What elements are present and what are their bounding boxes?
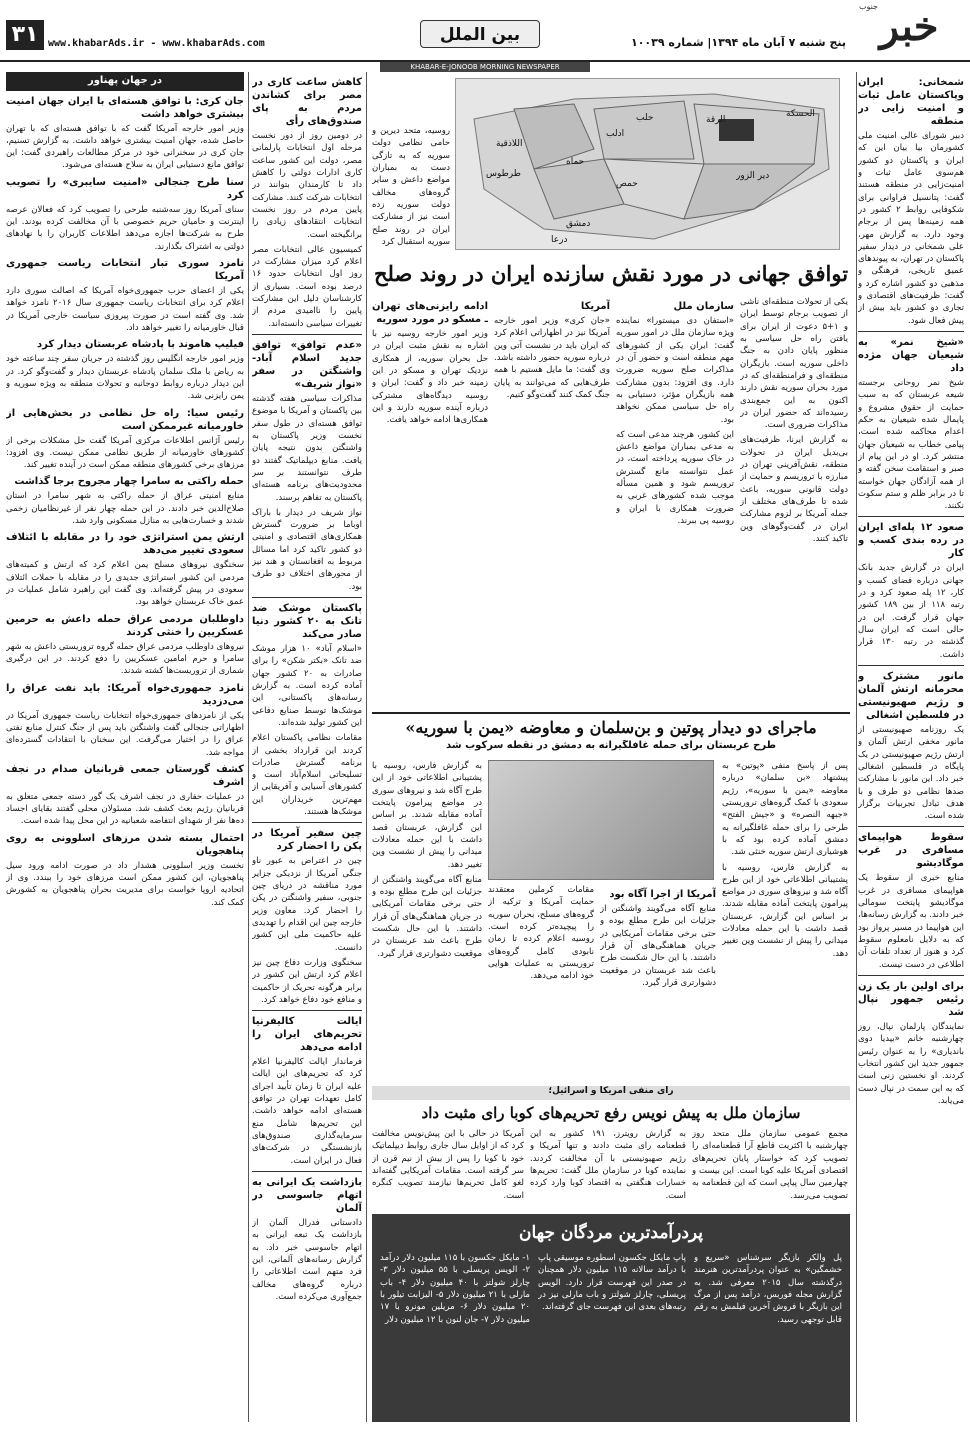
lead-headline: توافق جهانی در مورد نقش سازنده ایران در روند صلح [373, 261, 849, 286]
article-body: یک روزنامه صهیونیستی از مانور مخفی ارتش آلمان و ارتش رژیم صهیونیستی در یک پایگاه در فلسطین اشغالی خبر داد. این مانور با مشارکت صدها نظامی دو طرف و با هدف تبادل تجربیات برگزار شده است. [858, 724, 964, 822]
article-body: یکی از اعضای حزب جمهوری‌خواه آمریکا که اصالت سوری دارد اعلام کرد برای انتخابات ریاست جمهوری سال ۲۰۱۶ نامزد خواهد شد. وی گفته است در صورت پیروزی سیاست خارجی آمریکا در قبال خاورمیانه را تغییر خواهد داد. [6, 286, 244, 333]
map-label: دمشق [566, 219, 591, 229]
un-headline: سازمان ملل به پیش نویس رفع تحریم‌های کوبا رای مثبت داد [421, 1104, 801, 1122]
headline: کاهش ساعت کاری در مصر برای کشاندن مردم به پای صندوق‌های رأی [252, 77, 362, 127]
article-body: ایران در گزارش جدید بانک جهانی درباره فضای کسب و کار، ۱۲ پله صعود کرد و در رتبه ۱۱۸ از بین ۱۸۹ کشور جهان قرار گرفت. این در حالی است که ایران سال گذشته در رتبه ۱۳۰ قرار داشت. [858, 563, 964, 660]
lead-col-2 [616, 296, 734, 710]
divider [252, 1171, 362, 1172]
un-col-1: مجمع عمومی سازمان ملل متحد روز چهارشنبه با اکثریت قاطع آرا قطعنامه‌ای را تصویب کرد که خواستار پایان تحریم‌های اقتصادی آمریکا علیه کوبا است. این بیست و چهارمین سال پیاپی است که این قطعنامه به تصویب می‌رسد. [692, 1129, 848, 1201]
lead-col-3 [494, 296, 610, 710]
headline: شمخانی: ایران وپاکستان عامل ثبات و امنیت زایی در منطقه [858, 77, 964, 127]
right-column [858, 72, 964, 1422]
putin-col-4 [372, 760, 482, 1082]
article-body: دبیر شورای عالی امنیت ملی کشورمان بیا بیان این که ایران و پاکستان دو کشور هم‌سوی عامل ثبات و امنیت‌زایی در منطقه هستند گفت: پتانسیل فراوانی برای شکوفایی روابط ۲ کشور در همه زمینه‌ها پس از برجام وجود دارد. به گزارش مهر، علی شمخانی در دیدار سفیر پاکستان در تهران، به پیوندهای عمیق تاریخی، فرهنگی و مذهبی دو کشور اشاره کرد و گفت: ظرفیت‌های اقتصادی و تجاری دو کشور باید بیش از پیش فعال شود. [858, 131, 964, 326]
article-body: یکی از نامزدهای جمهوری‌خواه انتخابات ریاست جمهوری آمریکا در اظهاراتی جنجالی گفت واشنگتن باید پس از جنگ کنترل منابع نفتی عراق را در اختیار می‌گرفت. این سخنان با انتقادات گسترده‌ای مواجه شد. [6, 710, 244, 758]
article-body: وزیر امور خارجه انگلیس روز گذشته در جریان سفر چند ساعته خود به ریاض با ملک سلمان پادشاه عربستان دیدار و گفت‌وگو کرد. در این دیدار درباره روابط دوجانبه و تحولات منطقه به ویژه سوریه و یمن رایزنی شد. [6, 354, 244, 402]
divider [858, 975, 964, 976]
article-body: به گزارش فارس، روسیه با پشتیبانی اطلاعاتی خود از این طرح آگاه شد و نیروهای سوری در مواضع پیرامون پایتخت آماده مقابله شدند. بر اساس این گزارش، عربستان قصد داشت با این حمله معادلات میدانی را پیش از نشست وین تغییر دهد. [372, 761, 482, 870]
earners-col-1: پل والکر بازیگر سرشناس «سریع و خشمگین» به عنوان پردرآمدترین هنرمند درگذشته سال ۲۰۱۵ معرفی شد. به گزارش مجله فوربس، درآمد پس از مرگ این بازیگر با فروش آخرین فیلمش به رقم قابل توجهی رسید. [694, 1253, 842, 1325]
headline: فیلیپ هاموند با پادشاه عربستان دیدار کرد [37, 339, 244, 351]
section-title: بین الملل [420, 20, 540, 48]
divider [252, 334, 362, 335]
map-label: درعا [551, 235, 568, 245]
putin-col-2 [600, 884, 716, 1082]
column-divider [366, 72, 367, 1422]
putin-col-1 [722, 760, 848, 1082]
un-kicker: رأی منفی آمریکا و اسرائیل؛ [372, 1086, 850, 1100]
headline: ارتش یمن استراتژی خود را در مقابله با ائتلاف سعودی تغییر می‌دهد [6, 532, 244, 557]
map-label: اللاذقية [496, 139, 523, 149]
article-body: منابع آگاه می‌گویند واشنگتن از جزئیات این طرح مطلع بوده و حتی برخی مقامات آمریکایی در جریان هماهنگی‌های آن قرار داشتند. با این حال شکست طرح باعث شد عربستان در موقعیت دشوارتری قرار گیرد. [372, 874, 482, 959]
article-body: به گزارش فارس، روسیه با پشتیبانی اطلاعاتی خود از این طرح آگاه شد و نیروهای سوری در مواضع پیرامون پایتخت آماده مقابله شدند. بر اساس این گزارش، عربستان قصد داشت با این حمله معادلات میدانی را پیش از نشست وین تغییر دهد. [722, 862, 848, 959]
article-body: مقامات کرملین معتقدند حمایت آمریکا و ترکیه از گروه‌های مسلح، بحران سوریه را پیچیده‌تر کرده است. روسیه اعلام کرده تا زمان نابودی کامل گروه‌های تروریستی به عملیات هوایی خود ادامه می‌دهد. [488, 885, 594, 982]
syria-map [455, 78, 840, 250]
headline: جان کری: با توافق هسته‌ای با ایران جهان امنیت بیشتری خواهد داشت [6, 95, 244, 120]
article-body: پس از پاسخ منفی «پوتین» به پیشنهاد «بن سلمان» درباره معاوضه «یمن با سوریه»، رژیم سعودی با کمک گروه‌های تروریستی «جبهه النصره» و «جیش الفتح» طرحی را برای حمله غافلگیرانه به دمشق آماده کرده بود که با هوشیاری ارتش سوریه خنثی شد. [722, 761, 848, 858]
un-col-2: به گزارش رویترز، ۱۹۱ کشور به این قطعنامه رای مثبت دادند و تنها آمریکا و رژیم صهیونیستی با آن مخالفت کردند. نماینده کوبا در سازمان ملل گفت: تحریم‌ها خسارات هنگفتی به اقتصاد کوبا وارد کرده است. [530, 1129, 686, 1201]
column-divider [248, 72, 249, 1422]
article-body: سخنگوی وزارت دفاع چین نیز اعلام کرد ارتش این کشور در برابر هرگونه تحریک از حاکمیت و منافع خود دفاع خواهد کرد. [252, 957, 362, 1005]
article-body: نواز شریف در دیدار با باراک اوباما بر ضرورت گسترش همکاری‌های اقتصادی و امنیتی دو کشور تاکید کرد اما مسائل مربوط به افغانستان و هند نیز از محورهای اختلاف دو طرف بود. [252, 507, 362, 592]
map-graphic [455, 79, 839, 250]
map-label: ادلب [606, 129, 625, 139]
headline: نامزد جمهوری‌خواه آمریکا: باید نفت عراق را می‌دزدید [6, 682, 244, 707]
divider [858, 331, 964, 332]
divider [858, 665, 964, 666]
headline: نامزد سوری تبار انتخابات ریاست جمهوری آمریکا [6, 258, 244, 282]
map-label: طرطوس [486, 169, 521, 179]
earners-headline: پردرآمدترین مردگان جهان [518, 1223, 704, 1243]
headline: «شیخ نمر» به شیعیان جهان مژده داد [858, 337, 964, 374]
article-body: منابع امنیتی عراق از حمله راکتی به شهر سامرا در استان صلاح‌الدین خبر دادند. در این حمله چهار نفر از غیرنظامیان زخمی شدند و خسارت‌هایی به منازل مسکونی وارد شد. [6, 491, 244, 527]
headline: بازداشت یک ایرانی به اتهام جاسوسی در آلمان [252, 1176, 362, 1214]
article-body: نمایندگان پارلمان نپال، روز چهارشنبه خانم «بیدیا دوی باندیاری» را به عنوان رئیس جمهور جدید این کشور انتخاب کردند. او نخستین زنی است که به این سمت در نپال دست می‌یابد. [858, 1021, 964, 1106]
article-body: به گزارش ایرنا، ظرفیت‌های بی‌بدیل ایران در تحولات منطقه، نقش‌آفرینی تهران در مبارزه با تروریسم و حمایت از دولت قانونی سوریه، باعث شده تا طرف‌های مختلف از جمله آمریکا بر لزوم مشارکت ایران در گفت‌وگوهای وین تاکید کنند. [740, 435, 848, 544]
article-body: منابع آگاه می‌گویند واشنگتن از جزئیات این طرح مطلع بوده و حتی برخی مقامات آمریکایی در جریان هماهنگی‌های آن قرار داشتند. با این حال شکست طرح باعث شد عربستان در موقعیت دشوارتری قرار گیرد. [600, 904, 716, 988]
article-body: منابع خبری از سقوط یک هواپیمای مسافری در غرب موگادیشو پایتخت سومالی خبر دادند. به گزارش رسانه‌ها، این هواپیما در مسیر پرواز بود که به دلایل نامعلوم سقوط کرد و هنوز از تعداد تلفات آن اطلاعی در دست نیست. [858, 873, 964, 970]
newspaper-logo: خبر [879, 3, 939, 50]
article-body: در عملیات حفاری در نجف اشرف یک گور دسته جمعی متعلق به قربانیان رژیم بعث کشف شد. مسئولان محلی گفتند بقایای اجساد ده‌ها نفر از شهدای انتفاضه شعبانیه در این محل پیدا شده است. [6, 791, 244, 827]
article-body: رئیس آژانس اطلاعات مرکزی آمریکا گفت حل مشکلات برخی از کشورهای خاورمیانه از طریق نظامی ممکن نیست. وی افزود: مرزهای برخی کشورهای منطقه ممکن است در آینده تغییر کند. [6, 435, 244, 471]
map-caption: روسیه، متحد دیرین و حامی نظامی دولت سوریه که به تازگی دست به بمباران مواضع داعش و سایر گروه‌های مخالف دولت سوریه زده است نیز از مشارکت ایران در روند صلح سوریه استقبال کرد [372, 126, 450, 247]
putin-subtitle: طرح عربستان برای حمله غافلگیرانه به دمشق در نقطه سرکوب شد [446, 740, 776, 751]
article-body: «اسلام آباد» ۱۰ هزار موشک ضد تانک «بکتر شکن» را برای صادرات به ۲۰ کشور جهان آماده کرده است. به گزارش رسانه‌های پاکستانی، این موشک‌ها توسط صنایع دفاعی این کشور تولید شده‌اند. [252, 644, 362, 728]
lead-col-1 [740, 296, 848, 710]
map-label: الحسكة [786, 109, 815, 119]
headline: رئیس سیا: راه حل نظامی در بخش‌هایی از خاورمیانه غیرممکن است [6, 407, 244, 432]
date-line: پنج شنبه ۷ آبان ماه ۱۳۹۴| شماره ۱۰۰۳۹ [630, 36, 846, 49]
article-body: یکی از تحولات منطقه‌ای ناشی از تصویب برجام توسط ایران و ۱+۵ دعوت از ایران برای یافتن راه حل سیاسی به منظور پایان دادن به جنگ داخلی سوریه است. بازیگران منطقه‌ای و فرامنطقه‌ای که در مورد بحران سوریه نقش دارند اکنون به این جمع‌بندی رسیده‌اند که حضور ایران در مذاکرات ضروری است. [740, 297, 848, 431]
website-url: www.khabarAds.ir - www.khabarAds.com [48, 38, 265, 49]
earners-col-3: ۱- مایکل جکسون با ۱۱۵ میلیون دلار درآمد ۲- الویس پریسلی با ۵۵ میلیون دلار ۳- چارلز شولتز با ۴۰ میلیون دلار ۴- باب مارلی با ۲۱ میلیون دلار ۵- الیزابت تیلور با ۲۰ میلیون دلار ۶- مریلین مونرو با ۱۷ میلیون دلار ۷- جان لنون با ۱۲ میلیون دلار [380, 1253, 530, 1325]
divider [858, 826, 964, 827]
earners-box [372, 1214, 850, 1422]
article-body: دادستانی فدرال آلمان از بازداشت یک تبعه ایرانی به اتهام جاسوسی خبر داد. به گزارش رسانه‌های آلمانی، این فرد متهم است اطلاعاتی را درباره گروه‌های مخالف جمع‌آوری می‌کرده است. [252, 1217, 362, 1302]
divider [252, 597, 362, 598]
article-body: نیروهای داوطلب مردمی عراق حمله گروه تروریستی داعش به شهر سامرا و حرم امامین عسکریین را دفع کردند. در این درگیری شماری از تروریست‌ها کشته شدند. [6, 641, 244, 677]
article-body: چین در اعتراض به عبور ناو جنگی آمریکا از نزدیکی جزایر مورد مناقشه در دریای چین جنوبی، سفیر واشنگتن در پکن را احضار کرد. معاون وزیر خارجه چین این اقدام را تهدیدی علیه حاکمیت ملی این کشور دانست. [252, 856, 362, 953]
logo-subtitle: جنوب [858, 2, 878, 11]
subheading: ادامه رایزنی‌های تهران ـ مسکو در مورد سوریه [372, 301, 488, 325]
earners-col-2: پاپ مایکل جکسون اسطوره موسیقی پاپ با درآمد سالانه ۱۱۵ میلیون دلار همچنان در صدر این فهرست قرار دارد. الویس پریسلی، چارلز شولتز و باب مارلی نیز در رتبه‌های بعدی این فهرست جای گرفته‌اند. [538, 1253, 686, 1313]
map-label: الرقة [706, 115, 726, 125]
article-body: «استفان دی میستورا» نماینده ویژه سازمان ملل در امور سوریه گفت: ایران یکی از کشورهای مهم منطقه است و حضور آن در مذاکرات صلح سوریه ضرورت دارد. وی افزود: بدون مشارکت همه بازیگران مؤثر، دستیابی به راه حل سیاسی ممکن نخواهد بود. [616, 316, 734, 425]
article-body: این کشور، هرچند مدعی است که به مدعی بمباران مواضع داعش در خاک سوریه پرداخته است، در عمل نتوانسته مانع گسترش تروریسم شود و همین مسأله موجب شده کشورهای غربی به ضرورت همکاری با ایران و روسیه پی ببرند. [616, 429, 734, 526]
headline: ایالت کالیفرنیا تحریم‌های ایران را ادامه می‌دهد [252, 1016, 362, 1054]
subheading: آمریکا [580, 301, 610, 312]
page-number: ۳۱ [6, 20, 44, 50]
article-body: مذاکرات سیاسی هفته گذشته بین پاکستان و آمریکا با موضوع توافق هسته‌ای در طول سفر نخست وزیر پاکستان به واشنگتن بدون نتیجه پایان یافت. منابع دیپلماتیک گفتند دو طرف نتوانستند بر سر محدودیت‌های برنامه هسته‌ای پاکستان به تفاهم برسند. [252, 394, 362, 503]
article-body: کمیسیون عالی انتخابات مصر اعلام کرد میزان مشارکت در روز اول انتخابات حدود ۱۶ درصد بوده است. بسیاری از کارشناسان دلیل این مشارکت پایین را ناامیدی مردم از تغییرات سیاسی دانسته‌اند. [252, 244, 362, 329]
english-subtitle-bar: KHABAR-E-JONOOB MORNING NEWSPAPER [380, 62, 590, 72]
headline: احتمال بسته شدن مرزهای اسلوونی به روی پناهجویان [6, 832, 244, 857]
article-body: مقامات نظامی پاکستان اعلام کردند این قرارداد بخشی از برنامه گسترش صادرات تسلیحاتی اسلام‌آباد است و کشورهای آسیایی و آفریقایی از مهم‌ترین خریداران این موشک‌ها هستند. [252, 733, 362, 818]
headline: داوطلبان مردمی عراق حمله داعش به حرمین عسکریین را خنثی کردند [6, 613, 244, 638]
lead-col-4 [372, 296, 488, 710]
divider [858, 516, 964, 517]
headline: پاکستان موشک ضد تانک به ۲۰ کشور دنیا صادر می‌کند [252, 603, 362, 640]
headline: سنا طرح جنجالی «امنیت سایبری» را تصویب کرد [6, 176, 244, 201]
column-divider [856, 72, 857, 1422]
article-body: شیخ نمر روحانی برجسته شیعه عربستان که به سبب حمایت از حقوق مشروع و پایمال شده شیعیان به حکم اعدام محاکمه شده است، پیامی خطاب به شیعیان جهان منتشر کرد. او در این پیام از صبر و استقامت سخن گفته و از همه آزادگان جهان خواسته تا در برابر ظلم و ستم سکوت نکنند. [858, 378, 964, 512]
subheading: سازمان ملل [673, 301, 734, 312]
article-body: وزیر امور خارجه روسیه نیز با اشاره به نقش مثبت ایران در حل بحران سوریه، از همکاری نزدیک تهران و مسکو در این زمینه خبر داد و گفت: ایران و روسیه دیدگاه‌های مشترکی درباره آینده سوریه دارند و این همکاری‌ها ادامه خواهد یافت. [372, 329, 488, 426]
article-body: فرماندار ایالت کالیفرنیا اعلام کرد که تحریم‌های این ایالت علیه ایران تا زمان تأیید اجرای کامل تعهدات تهران در توافق هسته‌ای ادامه خواهد داشت. این تحریم‌ها شامل منع سرمایه‌گذاری صندوق‌های بازنشستگی در شرکت‌های فعال در ایران است. [252, 1057, 362, 1166]
section-banner: در جهان پهناور [6, 72, 244, 91]
subheading: آمریکا از اجرا آگاه بود [609, 889, 716, 900]
map-label: حماه [566, 157, 585, 167]
un-col-3: آمریکا در حالی با این پیش‌نویس مخالفت کرد که از اوایل سال جاری روابط دیپلماتیک خود با کوبا را پس از بیش از نیم قرن از سر گرفته است. مقامات آمریکایی گفته‌اند لغو کامل تحریم‌ها نیازمند تصویب کنگره است. [372, 1129, 524, 1201]
headline: صعود ۱۲ پله‌ای ایران در رده بندی کسب و کار [858, 522, 964, 560]
putin-photo [488, 760, 714, 880]
headline: «عدم توافق» توافق جدید اسلام آباد-واشنگتن در سفر «نواز شریف» [252, 340, 362, 390]
divider [252, 1010, 362, 1011]
map-label: دير الزور [736, 171, 770, 181]
headline: حمله راکتی به سامرا چهار مجروح برجا گذاشت [14, 476, 244, 488]
article-body: سخنگوی نیروهای مسلح یمن اعلام کرد که ارتش و کمیته‌های مردمی این کشور استراتژی جدیدی را در مقابله با حملات ائتلاف سعودی در پیش گرفته‌اند. وی گفت این راهبرد شامل عملیات در عمق خاک عربستان خواهد بود. [6, 560, 244, 608]
article-body: سنای آمریکا روز سه‌شنبه طرحی را تصویب کرد که فعالان عرصه اینترنت و حامیان حریم خصوصی با آن مخالفت کرده بودند. این طرح به شرکت‌ها اجازه می‌دهد اطلاعات کاربران را با نهادهای دولتی به اشتراک بگذارند. [6, 204, 244, 252]
divider [252, 822, 362, 823]
putin-headline: ماجرای دو دیدار پوتین و بن‌سلمان و معاوضه «یمن با سوریه» [372, 712, 850, 740]
map-label: حمص [616, 179, 638, 189]
left-column [6, 72, 244, 1422]
putin-col-3 [488, 884, 594, 1082]
article-body: در دومین روز از دور نخست مرحله اول انتخابات پارلمانی مصر، دولت این کشور ساعت کاری ادارات دولتی را کاهش داد تا کارمندان بتوانند در انتخابات شرکت کنند. مشارکت پایین مردم در روز نخست انتخابات انتقادهای زیادی را برانگیخته است. [252, 131, 362, 240]
headline: چین سفیر آمریکا در پکن را احضار کرد [252, 828, 362, 853]
headline: سقوط هواپیمای مسافری در غرب موگادیشو [858, 832, 964, 870]
headline: برای اولین بار یک زن رئیس جمهور نپال شد [858, 980, 964, 1018]
article-body: نخست وزیر اسلوونی هشدار داد در صورت ادامه ورود سیل پناهجویان، این کشور ممکن است مرزهای خود را ببندد. وی از اتحادیه اروپا خواست برای مدیریت بحران پناهجویان به کشورش کمک کند. [6, 860, 244, 908]
mid-column-right [252, 72, 362, 1422]
article-body: وزیر امور خارجه آمریکا گفت که با توافق هسته‌ای که با تهران حاصل شده، جهان امنیت بیشتری خواهد داشت. به گزارش تسنیم، جان کری در سخنرانی خود در مرکز مطالعات راهبردی گفت: این توافق مانع دستیابی ایران به سلاح هسته‌ای می‌شود. [6, 123, 244, 171]
article-body: «جان کری» وزیر امور خارجه آمریکا نیز در اظهاراتی اعلام کرد که ایران باید در نشست آتی وین درباره سوریه حضور داشته باشد. وی گفت: ما مایل هستیم با همه طرف‌هایی که می‌توانند به پایان جنگ کمک کنند گفت‌وگو کنیم. [494, 316, 610, 400]
map-label: حلب [636, 113, 654, 123]
headline: کشف گورستان جمعی قربانیان صدام در نجف اشرف [6, 763, 244, 788]
headline: مانور مشترک و محرمانه ارتش آلمان و رژیم صهیونیستی در فلسطین اشغالی [858, 670, 964, 721]
